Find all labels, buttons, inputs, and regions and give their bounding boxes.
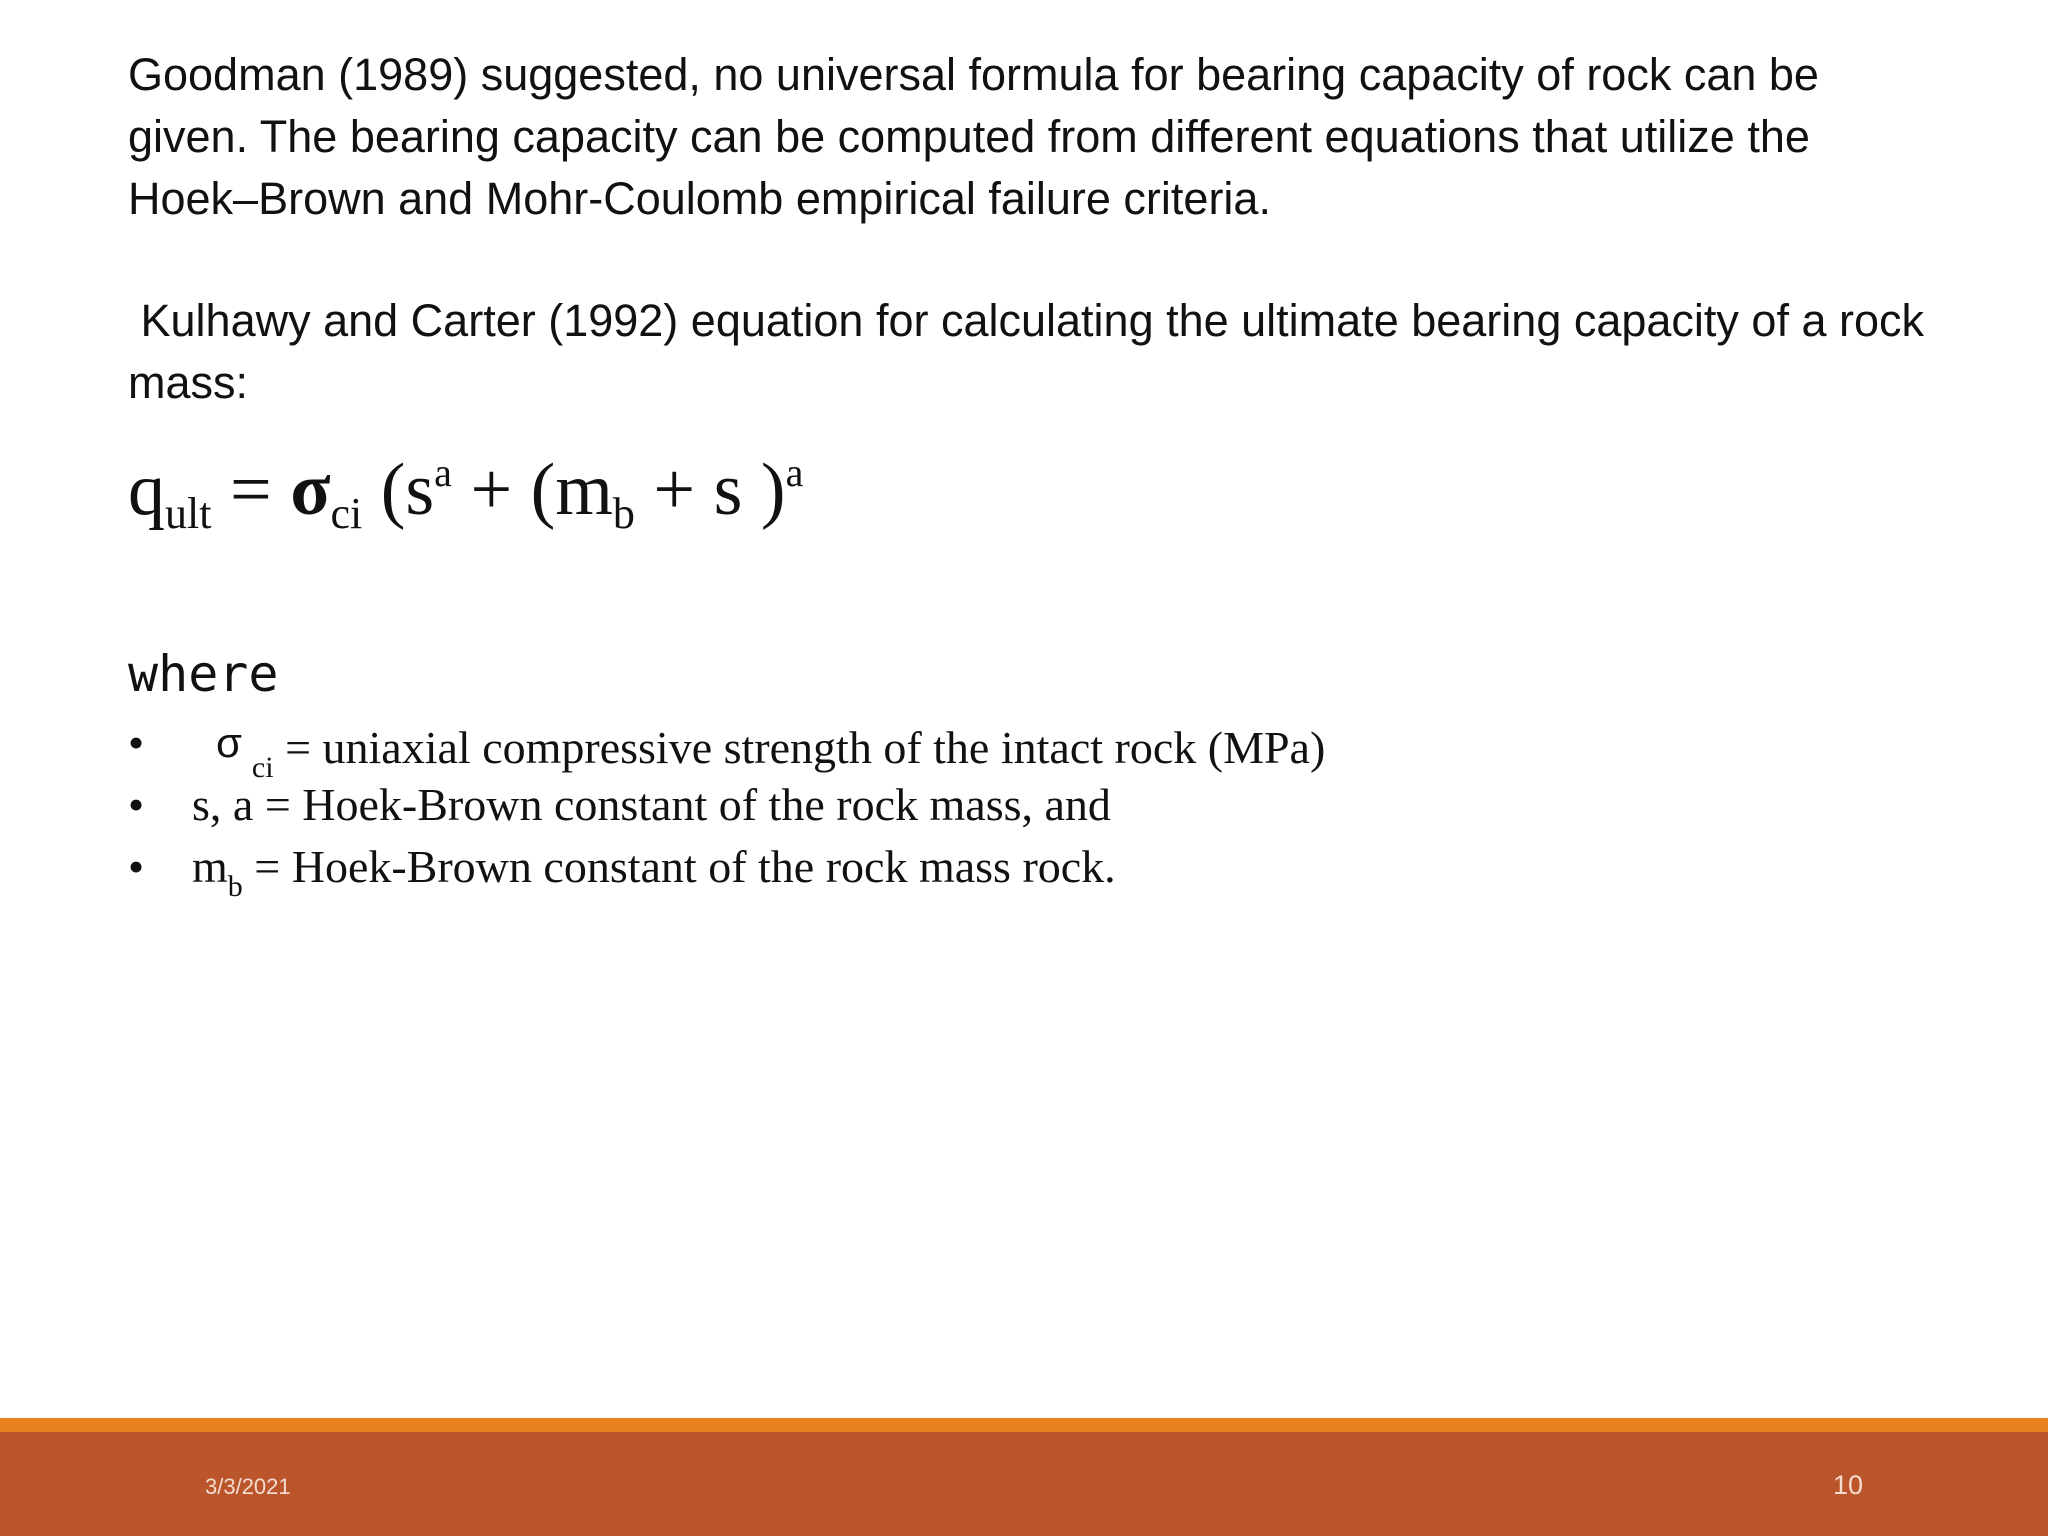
bearing-capacity-formula [128, 428, 803, 559]
where-label: where [128, 645, 279, 703]
bullet-icon: • [128, 779, 145, 830]
footer-accent-stripe [0, 1418, 2048, 1432]
bullet-icon: • [128, 717, 145, 768]
formula-sigma-subscript: ci [330, 489, 363, 538]
definition-body [192, 836, 1116, 918]
formula-sigma: σ [290, 449, 331, 531]
definition-symbol: s, a [192, 779, 254, 830]
definition-symbol-subscript: ci [251, 751, 274, 784]
definition-text: = uniaxial compressive strength of the intact rock (MPa) [285, 722, 1326, 773]
formula-plus-m: + (m [470, 449, 613, 531]
intro-paragraph: Goodman (1989) suggested, no universal formula for bearing capacity of rock can be given. The bearing capacity can be computed from different equations that utilize the Hoek–Brown and Mohr-Coulomb empirical failure criteria. [128, 49, 1819, 224]
formula-equals: = [229, 449, 272, 531]
footer-date: 3/3/2021 [205, 1474, 291, 1499]
formula-plus-s: + s ) [653, 449, 786, 531]
definition-symbol: m [192, 841, 228, 892]
definition-symbol: σ [216, 719, 242, 766]
definition-text: = Hoek-Brown constant of the rock mass rock. [254, 841, 1116, 892]
definition-symbol-subscript: b [227, 870, 243, 903]
definition-body [192, 774, 1111, 836]
formula-q: q [128, 449, 165, 531]
equation-intro-paragraph: Kulhawy and Carter (1992) equation for calculating the ultimate bearing capacity of a rock mass: [128, 295, 1925, 408]
formula-m-subscript: b [612, 489, 635, 538]
formula-s-exponent: a [434, 450, 452, 495]
slide-number: 10 [1832, 1470, 1863, 1500]
formula-q-subscript: ult [165, 489, 212, 538]
formula-open-s: (s [380, 449, 435, 531]
definition-text: = Hoek-Brown constant of the rock mass, and [264, 779, 1111, 830]
footer-bar [0, 1432, 2048, 1536]
bullet-icon: • [128, 841, 145, 892]
formula-outer-exponent: a [785, 450, 804, 495]
